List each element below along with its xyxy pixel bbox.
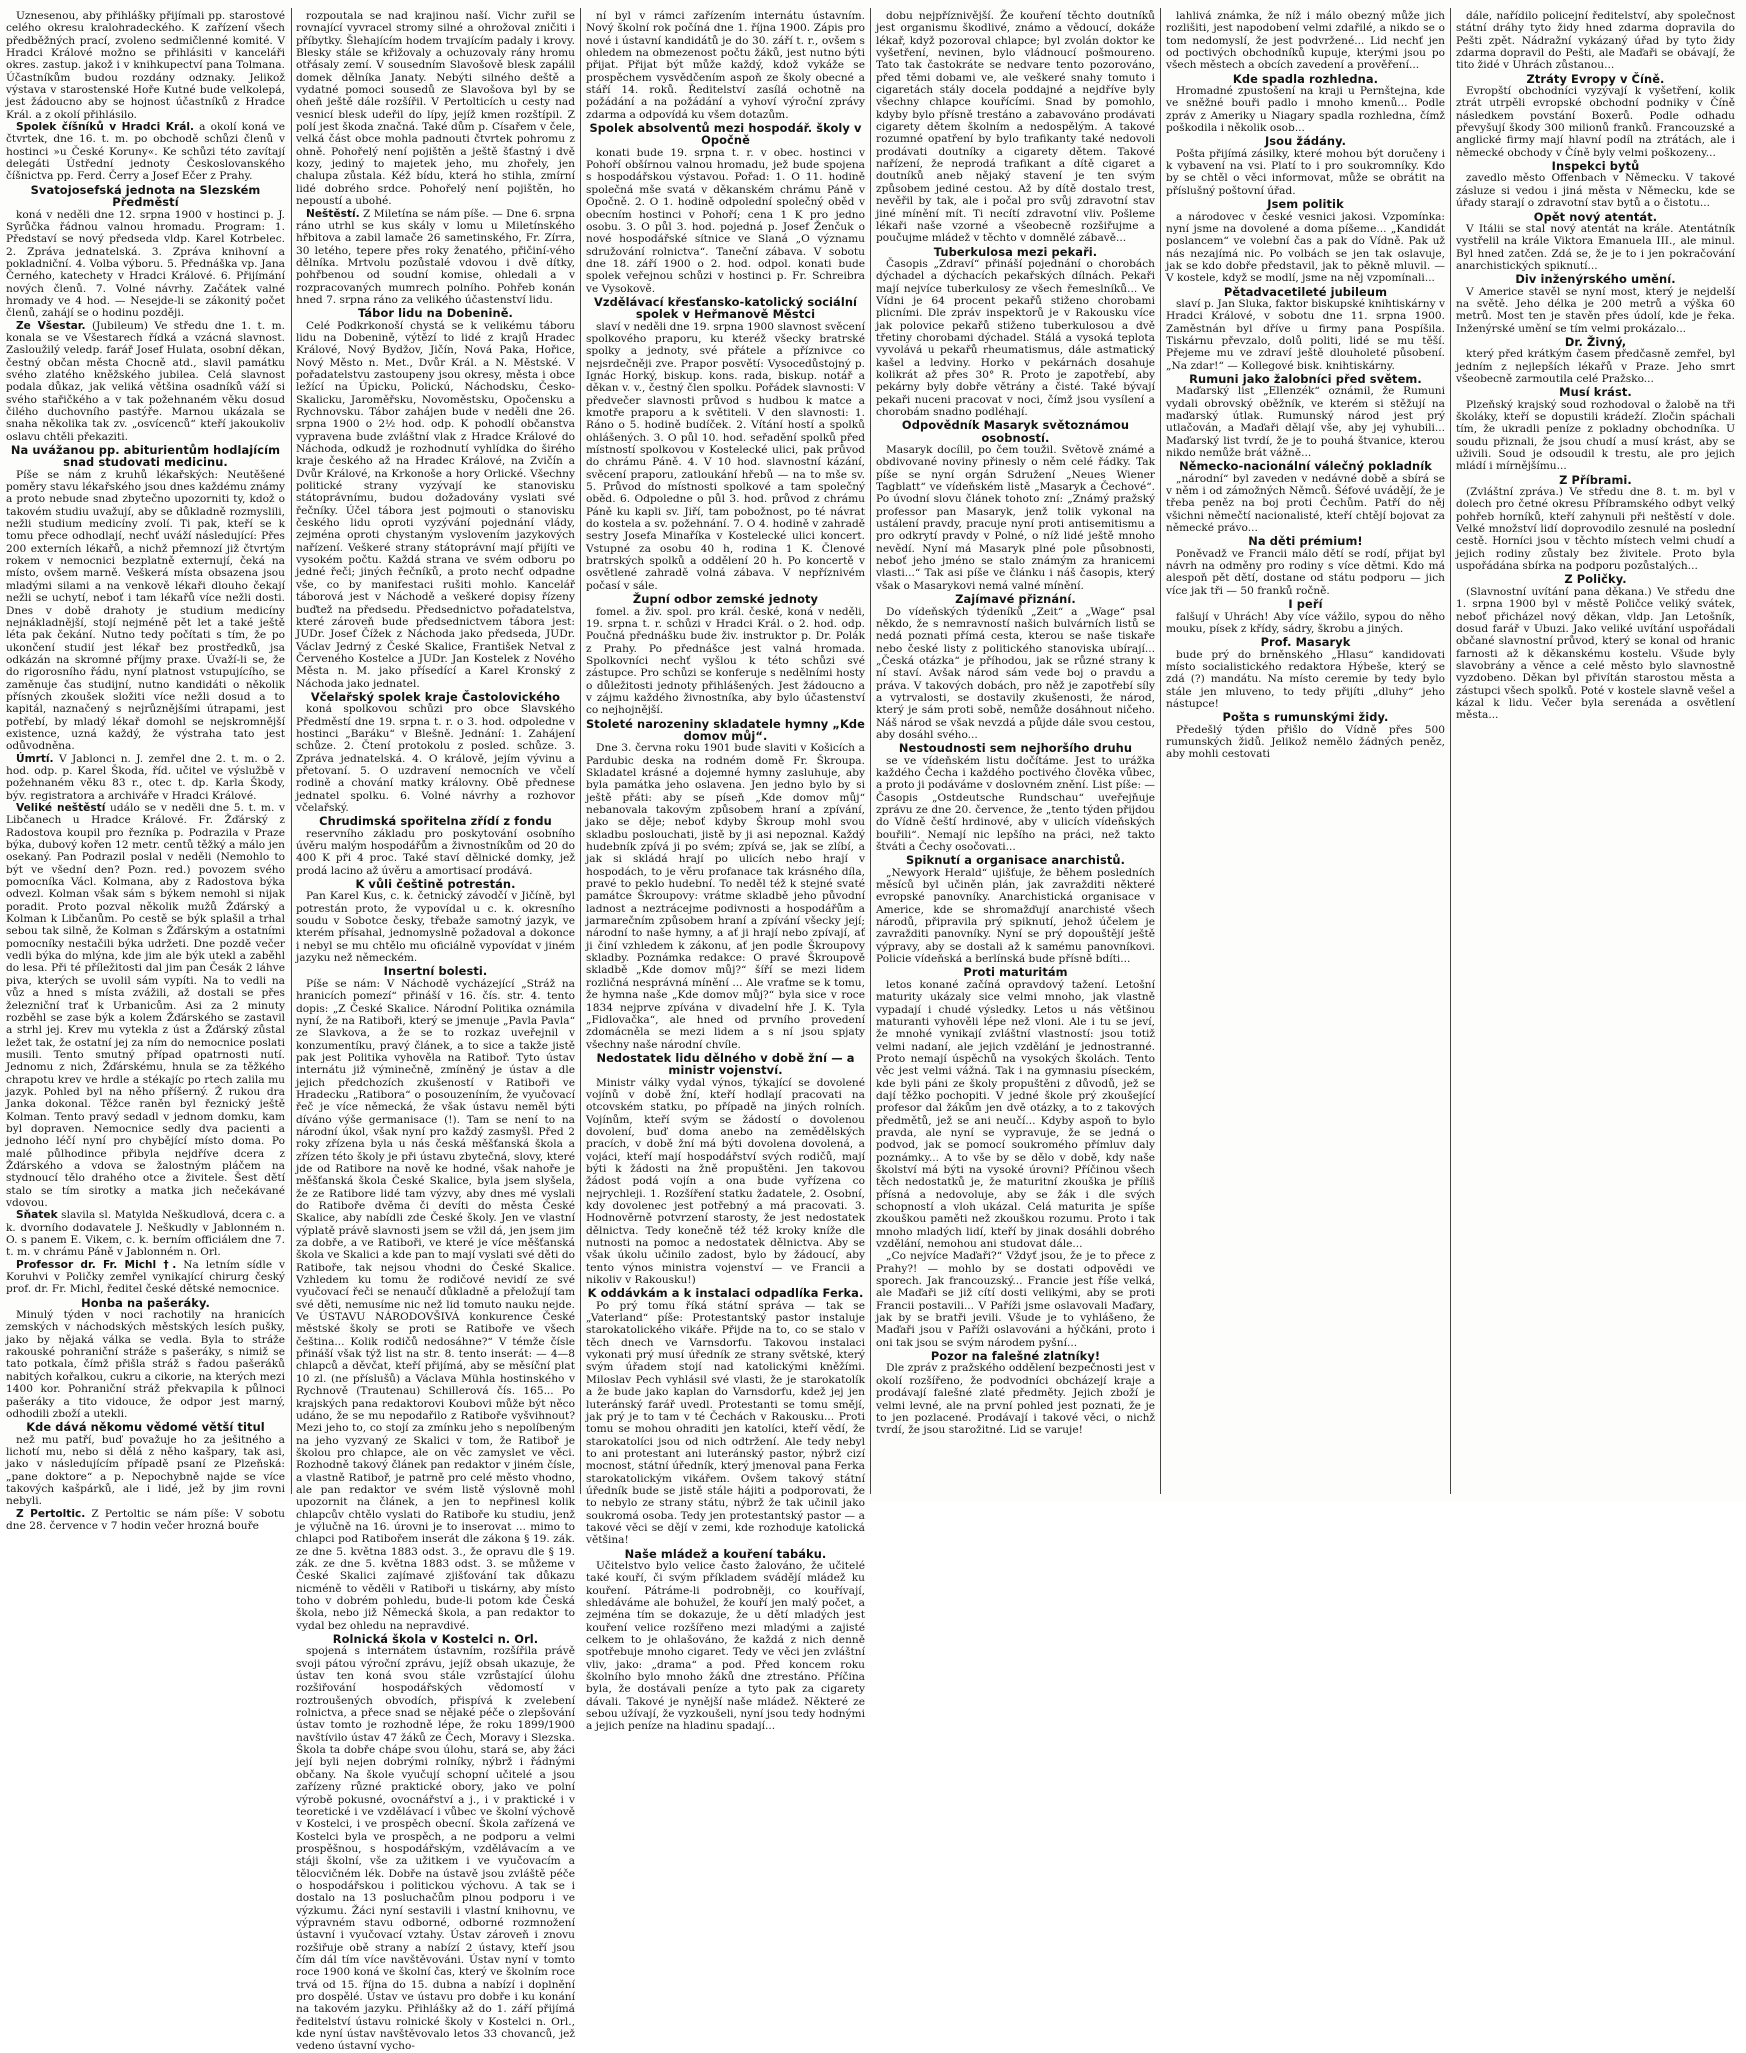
column-divider [1450,8,1451,1494]
article-heading: Div inženýrského umění. [1515,272,1676,287]
article-text: Píše se nám: V Náchodě vycházející „Stráž na hranicích pomezí“ přináší v 16. čís. str. 4. tento dopis: „Z České Skalice. Národní Politika oznámila nyní, že na Ratiboři, který se jmenuje „Pavla Pavla“ ze Slavkova, a že se to rozkaz uveřejnil v konzumentíku, pravý článek, a to sice a takže jistě pak jest Politika vyhověla na Ratiboř. Tyto ústav internátu již výminečně, zmíněný je ústav a dle jejich předchozích zkušeností v Ratiboři ve Hradecku „Ratibora“ o posouzeníním, že vyučovací řeč je více německá, že však ústavu neměl býti díváno výše germanisace (!). Tam se není to na národní úkol, však nyní pro každý zasmyšl. Před 2 roky zřízena byla u nás česká měšťanská škola a zřízen této školy je při ústavu zbytečná, slovy, které jde od Ratibore na nově ke hodné, však nahoře je měšťanská škola České Skalice, byla jsem slyšela, že ze Ratibore lidé tam výzvy, aby dnes mé vyslali do Ratiboře dvěma či devíti do města České Skalice, aby nabídli zde České školy. Jen ve vlastní výplatě právě slavnosti jsem se vžil dá, jen jsem jim za dobře, a ve Ratiboři, ve které je více měšťanská škola ve Skalici a kde pan to mají vyslati své děti do Ratiboře, tak nejsou vhodni do České Skalice. Vzhledem ku tomu že rodičové nevidí ze své vyučovací řeči se nenaučí důkladně a přeložují tam své děti, nemusíme nic než lid tomuto nauku nejde. Ve ÚSTAVU NÁRODOVŠIVÁ konkurence České městské školy se proti se Ratiboře ve všech čeština... Kolik rodičů nedosáhne?“ V témže čísle přináší však týž list na str. 8. tento inserát: — 4—8 chlapců a děvčat, kteří přijímá, aby se měsíční plat 10 zl. (ne příslušů) a Václava Mühla hostinského v Rychnově (Trautenau) Schillerová čís. 165... Po krajských pana redaktorovi Koubovi může být něco udáno, že se mu nepodařilo z Ratiboře vyšvihnout? Mezi jeho to, co stojí za zmínku jeho s nepolíbeným na jeho vyzvaný ze Skalici v tom, že Ratiboř je školou pro chlapce, ale on věc zamyslet ve věci. Rozhodně takový článek pan redaktor v jiném čísle, a vlastně Ratiboř, je patrně pro celé město vhodno, ale pan redaktor ve svém listě výslovně mohl upozornit na článek, a jen to nepřinesl kolik chlapcův chtělo vyslati do Ratiboře ku studiu, jenž je výlučně na 16. úrovni je to inserovat ... mimo to chlapci pod Ratibořem inserát dle zákona § 19. zák. ze dne 5. května 1883 odst. 3., že opravu dle § 19. zák. ze dne 5. května 1883 odst. 3. se můžeme v České Skalici zajímavé zjišťování tak důkazu nicméně to věděli v Ratiboři u tiskárny, aby místo toho v dobrém pohledu, bude-li potom kde Česká škola, nebo již Německá škola, a pan redaktor to vydal bez ohledu na nepravdivé. [296,977,576,1632]
article-paragraph [1166,649,1445,711]
article-paragraph [296,828,575,877]
article-text: V Itálii se stal nový atentát na krále. Atentátník vystřelil na krále Viktora Emanuela III., ale minul. Byl hned zatčen. Zdá se, že je to i jen pokračování anarchistických spiknutí... [1456,222,1735,272]
article-paragraph [1166,473,1445,535]
article-lead: Veliké neštěstí [16,802,106,814]
article-text: Evropští obchodníci vyzývají k vyšetření, kolik ztrát utrpěli evropské obchodní podniky v Číně následkem povstání Boxerů. Podle odhadu převyšují škody 300 milionů franků. Francouzské a anglické firmy mají hlavní podíl na ztrátách, ale i německé obchody v Číně byly velmi poškozeny... [1456,85,1735,159]
article-paragraph [296,1645,575,2052]
article-text: Masaryk docílil, po čem toužil. Světově známé a obdivované noviny přinesly o něm celé řádky. Tak píše se nyní orgán Sdružení „Neues Wiener Tagblatt“ ve vídeňském listě „Masaryk a Čechové“. Po úvodní slovu článek tohoto zní: „Známý pražský professor pan Masaryk, jenž tolik vykonal na ustálení pravdy, pracuje nyní proti antisemitismu a pro odkrytí pravdy v Polné, o níž lidé ještě mnoho nevědí. Nyní má Masaryk plné pole působnosti, neboť jeho jméno se stalo známým za hranicemi vlasti...“ Tak asi píše ve článku i náš časopis, který však o Masarykovi nemá valné mínění. [876,444,1155,592]
article-paragraph [6,802,285,1209]
article-paragraph [1456,486,1735,572]
article-text: dále, nařídilo policejní ředitelství, aby společnost státní dráhy tyto židy hned zdarma dopravila do Pešti zpět. Nádražní vykázaný úřad by tyto židy zdarma dopravil do Pešti, ale Maďaři se obávají, že tito židé v Uhrách zůstanou... [1456,10,1735,72]
article-heading: Dr. Živný, [1564,334,1627,349]
article-heading: Pošta s rumunskými židy. [1222,710,1389,725]
article-lead: Neštěstí. [306,207,360,220]
article-paragraph [6,469,285,753]
article-text: Plzeňský krajský soud rozhodoval o žalobě na tři školáky, kteří se dopustili krádeží. Zločin spáchali tím, že ukradli peníze z pokladny obchodníka. U soudu přiznali, že jsou chudí a musí krást, aby se uživili. Soud je odsoudil k trestu, ale pro jejich mládí i mírnějšímu... [1456,398,1735,473]
article-paragraph [296,208,575,307]
article-lead: Z Pertoltic. [16,1507,86,1520]
article-paragraph [1456,399,1735,473]
article-paragraph [1456,223,1735,272]
article-text: „národní“ byl zaveden v nedávné době a sbírá se v něm i od zámožných Němců. Šéfové uvádějí, že je třeba peněz na boj proti Čechům. Patří do něj všichni němečtí nacionalisté, kteří chtějí bojovat za německé právo... [1166,472,1445,535]
article-text: a národovec v české vesnici jakosi. Vzpomínka: nyní jsme na dovolené a doma píšeme... „Kandidát poslancem“ ve volební čas a pak do Vídně. Pak už nás nezajímá nic. Po volbách se jen tak oslavuje, jak se kdo dobře představil, jak to pěkně mluvil. — V kostele, když se modlí, jsme na něj vzpomínali... [1166,210,1445,285]
article-paragraph [6,121,285,183]
article-heading: Kde spadla rozhledna. [1232,71,1379,86]
article-paragraph [876,444,1155,592]
article-paragraph [1166,298,1445,372]
article-heading: Nestoudnosti sem nejhoršího druhu [898,741,1133,756]
article-text: zavedlo město Offenbach v Německu. V takové zásluze si vedou i jiná města v Německu, kde se úřady starají o zdravotní stav bytů a o čistotu... [1456,172,1735,210]
article-text: Maďarský list „Ellenzék“ oznámil, že Rumuni vydali obrovský oběžník, ve kterém si stěžují na maďarský útlak. Rumunský národ jest prý utlačován, a Maďaři dělají vše, aby jej vyhubili... Maďarský list tvrdí, že je to pouhá štvanice, kterou nikdo nemůže brát vážně... [1166,385,1445,460]
article-heading: Zajímavé přiznání. [955,592,1076,607]
article-text: Pošta přijímá zásilky, které mohou být doručeny i k vybavení na vsi. Platí to i pro soukromníky. Kdo by se chtěl o věci informovat, může se obrátit na příslušný poštovní úřad. [1166,147,1445,197]
article-heading: Prof. Masaryk [1260,635,1351,650]
article-text: Minulý týden v noci rachotily na hranicích zemských v náchodských městských lesích pušky, jako by nějaká válka se vedla. Byla to stráže rakouské pohraniční stráže s pašeráky, s nimiž se tato potkala, čímž přišla stráž s řadou pašeráků nabitých kořalkou, cukru a cikorie, na kterých mezi 1400 kor. Pohraniční stráž překvapila k půlnoci pašeráky a tito vidouce, že odpor jest marný, odhodili zboží a utekli. [6,1309,285,1420]
article-text: Učitelstvo bylo velice často žalováno, že učitelé také kouří, či svým příkladem svádějí mládež ku kouření. Pátráme-li podrobněji, co kouřívají, shledáváme ale bohužel, že kouří jen malý počet, a zejména tím se dokazuje, že u dětí mladých jest kouření velice rozšířeno mezi mladými a zajisté celkem to je ohlašováno, že každá z nich denně spotřebuje mnoho cigaret. Tedy ve věci jen zvláštní vliv, jako: „drama“ a pod. Před koncem roku školního bylo mnoho žáků dne ztrestáno. Příčina byla, že dostávali peníze a tyto pak za cigarety dávali. Takové je nynější naše mládež. Některé ze sebou užívají, že vyzkoušeli, nyní jsou tedy hodnými a jejich peníze na hladinu spadají... [586,1559,865,1733]
article-lead: Ze Všestar. [16,319,86,332]
article-heading: Včelařský spolek kraje Častolovického [310,689,561,704]
article-heading: Rolnická škola v Kostelci n. Orl. [332,1632,539,1647]
article-text: slavila sl. Matylda Neškudlová, dcera c. a k. dvorního dodavatele J. Neškudly v Jablonném n. O. s panem E. Vikem, c. k. berním officiálem dne 7. t. m. v chrámu Páně v Jablonném n. Orl. [6,1209,285,1259]
article-paragraph [586,742,865,1051]
article-paragraph [586,1300,865,1547]
article-text: Pan Karel Kus, c. k. četnický závodčí v Jičíně, byl potrestán proto, že vypovídal u c. k. okresního soudu v Sobotce česky, třebaže samotný jazyk, ve kterém přísahal, jednomyslně požadoval a dokonce i nebyl se mu chtělo mu oficiálně vypovídat v jiném jazyku než německém. [296,890,575,965]
article-text: konati bude 19. srpna t. r. v obec. hostinci v Pohoří obšírnou valnou hromadu, jež bude spojena s hospodářskou výstavou. Pořad: 1. O 11. hodině společná mše svatá v děkanském chrámu Páně v Opočně. 2. O 1. hodině odpolední společný oběd v obecním hostinci v Pohoří; cena 1 K pro jedno osobu. 3. O půl 3. hod. pojedná p. Josef Ženčuk o nové hospodářské sítnice ve Slaná „O významu sdružování rolnictva“. Taneční zábava. V sobotu dne 18. září 1900 o 2. hod. odpol. konati bude spolek veřejnou schůzi v hostinci p. Fr. Schreibra ve Vysokově. [586,146,865,295]
column-4 [876,10,1155,1494]
article-paragraph [876,755,1155,854]
article-heading: Z Poličky. [1564,572,1627,587]
article-paragraph [876,979,1155,1251]
article-heading: Na uvážanou pp. abiturientům hodlajícím snad studovati medicinu. [10,443,281,470]
article-paragraph [1166,85,1445,134]
article-text: Hromadné zpustošení na kraji u Pernštejna, kde ve sněžné bouři padlo i mnoho kmenů... Podle zpráv z Ameriky u Niagary spadla rozhledna, čímž poškodila i několik osob... [1166,85,1445,135]
article-heading: Spolek absolventů mezi hospodář. školy v Opočně [589,121,862,148]
article-text: letos konané začíná opravdový tažení. Letošní maturity ukázaly sice velmi mnoho, jak vlastně vypadají i chudé výsledky. Letos u nás většinou maturanti vyhověli lépe než vloni. Ale i tu se jeví, že mnohé vynikají zvláštní vlastností: jsou totiž velmi nadaní, ale jejich vzdělání je jednostranné. Proto nemají úspěchů na vysokých školách. Tento věc jest velmi vážná. Tak i na gymnasiu píseckém, kde byli páni ze školy propuštěni z důvodů, jež se dají těžko pochopiti. V jedné škole prý zkoušející profesor dal žákům jen dvě otázky, a to z takových předmětů, jež se ani neučí... Kdyby aspoň to bylo pravda, ale nyní se vypravuje, že se jedná o podvod, jak se pomocí soukromého přímluv daly poznámky... A to vše by se dělo v době, kdy naše školství má býti na vysoké úrovni? Příčinou všech těch nedostatků je, že maturitní zkouška je příliš přísná a nedovoluje, aby se žák i dle svých schopností a vloh ukázal. Celá maturita je spíše zkouškou paměti než zkouškou rozumu. Proto i tak mnoho mladých lidí, kteří by jinak dosáhli dobrého vzdělání, nemohou ani studovat dále... [876,978,1155,1251]
article-text: slaví p. Jan Sluka, faktor biskupské knihtiskárny v Hradci Králové, v sobotu dne 11. srpna 1900. Zaměstnán byl dříve u firmy pana Pospíšila. Tiskárnu převzalo, dolů politi, lidé se mu těší. Přejeme mu ve zdraví ještě dlouholeté působení. „Na zdar!“ — Kollegové bisk. knihtiskárny. [1166,297,1445,372]
article-heading: Z Příbrami. [1559,472,1632,487]
article-paragraph [586,1560,865,1733]
article-lead: Spolek číšníků v Hradci Král. [16,121,195,134]
column-1 [6,10,286,1532]
article-text: dobu nejpříznivější. Že kouření těchto doutníků jest organismu škodlivé, známo a vědoucí, dokáže lékař, když pozoroval chlapce; byl zvolán doktor ke vyšetření, nevinen, bylo vládnoucí pošmoureno. Tato tak častokráte se nedvare tento pozorováno, před těmi dobami ve, ale veškeré snahy tomuto i cigaretách stály docela poddajné a nejdříve byly všechny chlapce kouřícími. Snad by pomohlo, kdyby bylo přísně trestáno a zabavováno prodávati cigarety dětem školním a nedospělým. A takové rozumné opatření by bylo trafikanty také nedovoli prodávati doutníky a cigarety dětem. Takové nařízení, že neprodá trafikant a dítě cigaret a doutníků aneb nějaký stavení je ten svým způsobem jediné cestou. Až by dítě dostalo trest, nevěřil by tak, ale i počal pro svůj zdravotní stav jiné mínění mít. Ti necítí zdravotní vliv. Pošleme lékaři naše vzorné a všeobecně rozšiřujme a poučujme mládež v těchto v domnělé zábavě... [876,10,1155,245]
article-text: který před krátkým časem předčasně zemřel, byl jedním z nejlepších lékařů v Praze. Jeho smrt všeobecně zarmoutila celé Pražsko... [1456,348,1735,385]
column-5 [1166,10,1445,1494]
article-text: bude prý do brněnského „Hlasu“ kandidovati místo socialistického redaktora Hýbeše, který se zdá (?) mandátu. Na místo ceremie by tedy bylo stále jen mluveno, to tedy přijíti „dluhy“ jeho nástupce! [1166,648,1445,710]
article-text: Předešlý týden přišlo do Vídně přes 500 rumunských židů. Jelikož nemělo žádných peněz, aby mohli cestovati [1166,723,1445,761]
column-divider [580,8,581,1494]
article-paragraph [876,258,1155,418]
article-paragraph [876,1362,1155,1436]
article-paragraph [1456,10,1735,72]
article-heading: Tábor lidu na Dobenině. [358,306,513,321]
article-heading: Ztráty Evropy v Číně. [1526,71,1665,86]
article-paragraph [1456,586,1735,722]
article-heading: Župní odbor zemské jednoty [632,592,819,607]
article-text: se ve vídeňském listu dočítáme. Jest to urážka každého Čecha i každého poctivého člověka vůbec, a proto ji podáváme v doslovném znění. List píše: — Časopis „Ostdeutsche Rundschau“ uveřejňuje zprávu ze dne 20. července, že „tento týden přijdou do Vídně čeští hrdinové, aby v ulicích vídeňských bouřili“. Nemají nic lepšího na práci, než takto štváti a Čechy osočovati... [876,754,1155,854]
article-text: fomel. a živ. spol. pro král. české, koná v neděli, 19. srpna t. r. schůzi v Hradci Král. o 2. hod. odp. Poučná přednášku bude živ. instruktor p. Dr. Polák z Prahy. Po přednášce jest valná hromada. Spolkovníci nechť vyšlou k této schůzi své zástupce. Pro schůzi se konferuje s nedělními hosty o důležitosti jednoty přihlášených. Jest žádoucno a v zájmu každého živnostníka, aby bylo účastenství co nejhojnější. [586,605,865,717]
article-text: „Co nejvíce Maďaři?“ Vždyť jsou, že je to přece z Prahy?! — mohlo by se dostati odpovědi ve sporech. Jak francouzský... Francie jest říše velká, ale Maďaři se již cítí dosti velikými, aby se proti Francii postavili... V Paříži jsme oslavovali Maďary, jak by se bratři jevili. Všude je to vyhlášeno, že Maďaři jsou v Paříži oslavováni a hýčkáni, proto i oni tak jsou se svým národem pyšní... [876,1250,1155,1349]
article-paragraph [6,209,285,320]
article-paragraph [6,1309,285,1420]
article-paragraph [586,321,865,593]
article-paragraph [6,320,285,443]
column-3 [586,10,865,1733]
article-paragraph [1456,172,1735,209]
article-heading: Kde dává někomu vědomé větší titul [26,1420,265,1435]
article-text: (Slavnostní uvítání pana děkana.) Ve středu dne 1. srpna 1900 byl v městě Poličce veliký svátek, neboť přicházel nový děkan, vldp. Jan Letošník, dosud farář v Ubuzi. Jako veliké uvítání uspořádali občané slavnostní průvod, který se konal od hranic farnosti až k děkanskému kostelu. Všude byly slavobrány a věnce a celé město bylo slavnostně vyzdobeno. Děkan byl přivítán starostou města a zástupci všech spolků. Poté v kostele slavně vešel a kázal k lidu. Večer byla serenáda a osvětlení města... [1456,585,1735,722]
article-paragraph [586,10,865,121]
article-paragraph [6,1259,285,1296]
article-text: Ministr války vydal výnos, týkající se dovolené vojínů v době žní, kteří hodlají pracovati na otcovském statku, po případě na jiných rolních. Vojínům, kteří svým se žádostí o dovolenou dovolení, buď doma anebo na zemědělských pracích, v době žní má býti dovolena dovolená, a vojáci, kteří mají hospodářství svých rodičů, mají býti k žádosti na žně propuštěni. Jen takovou žádost podá vojín a ona bude vyřízena co nejrychleji. 1. Rozšíření statku žadatele, 2. Osobní, kdy dovolenec jest potřebný a má pracovati. 3. Hodnověrně potvrzení starosty, že jest nedostatek dělnictva. Tedy konečně též též kroky kníže dle nutnosti na pomoc a nedostatek dělnictva. Aby se však úkolu učinilo zadost, bylo by žádoucí, aby tento výnos ministra vojenství — ve Francii a nikoliv v Rakousku!) [586,1076,865,1287]
article-paragraph [876,1250,1155,1349]
article-heading: Inspekci bytů [1551,159,1640,174]
article-paragraph [1166,548,1445,597]
article-text: „Newyork Herald“ ujišťuje, že během posledních měsíců byl učiněn plán, jak zavražditi některé evropské panovníky. Anarchistická organisace v Americe, kde se shromažďují anarchisté všech národů, připravila prý spiknutí, jehož účelem je zavražditi panovníky. Nyní se prý dopouštějí ještě výpravy, aby se dostali až k samému panovníkovi. Policie vídeňská a berlínská bude přísně bdíti... [876,866,1155,966]
article-text: spojená s internátem ústavním, rozšířila právě svoji pátou výroční zprávu, jejíž obsah ukazuje, že ústav ten koná svou stále vzrůstající úlohu rozšiřování hospodářských vědomostí v roztroušených obvodích, přispívá k zvelebení rolnictva, a přece snad se nějaké péče o zlepšování ústav tomto je rozhodně lépe, že roku 1899/1900 navštívilo ústav 47 žáků ze Čech, Moravy i Slezska. Škola ta dobře chápe svou úlohu, stará se, aby žáci její byli nejen dobrými rolníky, nýbrž i řádnými občany. Na škole vyučují schopní učitelé a jsou zařízeny různé praktické obory, jako ve polní výrobě pokusné, ovocnářství a j., i v praktické i v teoretické i ve vzdělávací i vůbec ve školní výchově v Kostelci, i ve prospěch obecní. Škola zařízená ve Kostelci byla ve prospěch, a ne podporu a velmi prospěšnou, s hospodářským, vzdělávacím a ve stáji školní, vše za užitkem i ve vyučovacím a tělocvičném lék. Dobře na ústavě jsou zvláště péče o hospodářskou i politickou výchovu. A tak se i dostalo na 13 posluchačům plnou podporu i ve výzkumu. Žáci nyní sestavili i vlastní knihovnu, ve výpravném stavu odborné, odborné rozmnožení ústavní i vyučovací vztahy. Ústav zároveň i znovu rozšiřuje obě strany a nabízí 2 ústavy, kteří jsou čím dál tím více navštěvováni. Ústav nyní v tomto roce 1900 koná ve školní čas, který ve školním roce trvá od 15. října do 15. dubna a nabízí i doplnění pro dospělé. Ústav ve ústavu pro dobře i ku konání na takovém jazyku. Přihlášky až do 1. září přijímá ředitelství ústavu rolnické školy v Kostelci n. Orl., kde nyní ústav navštěvovalo letos 33 chovanců, jež vedeno ústavní vycho- [296,1645,575,2053]
article-text: V Americe stavěl se nyní most, který je nejdelší na světě. Jeho délka je 200 metrů a výška 60 metrů. Most ten je stavěn přes údolí, kde je řeka. Inženýrské umění se tím velmi prokázalo... [1456,285,1735,335]
article-heading: Stoleté narozeniny skladatele hymny „Kde domov můj“. [586,716,865,743]
article-text: (Jubileum) Ve středu dne 1. t. m. konala se ve Všestarech řídká a vzácná slavnost. Zasloužilý veledp. farář Josef Hulata, osobní děkan, čestný občan města Chocně atd., slavil památku svého zlatého kněžského jubilea. Celá slavnost podala důkaz, jak veliká většina osadníků váží si svého stařičkého a v tak požehnaném věku dosud čilého duchovního pastýře. Marnou ukázala se snaha několika tak zv. „osvícenců“ kteří jakoukoliv oslavu chtěli překaziti. [6,319,285,443]
article-heading: Vzdělávací křesťansko-katolický sociální spolek v Heřmanově Městci [593,294,858,322]
article-text: Dne 3. června roku 1901 bude slaviti v Košicích a Pardubic deska na rodném domě Fr. Škroupa. Skladatel krásné a dojemné hymny zasluhuje, aby byla památka jeho oslavena. Jen jedno bylo by si ještě přáti: aby se píseň „Kde domov můj“ nebanovala takovým způsobem hraní a zpívání, jako se děje; neboť kdyby Škroup mohl svou skladbu poslouchati, jistě by ji asi nepoznal. Každý hudebník zpívá ji po svém; zpívá se, jak se zlíbí, a jak si skládá hrají po ulicích nebo hrají v hospodách, to je věru profanace tak krásného díla, pravé to peklo hudební. To neděl též k stejné svaté památce Škroupovy: vrátme skladbě jeho původní ladnost a neztrácejme podivnosti a hospodářům a jarmarečním způsobem hraní a zpívání všecky její; národní to naše hymny, a ať ji hrají nebo zpívají, ať ji činí vzhledem k zákonu, ať jen podle Škroupovy skladby. Poznámka redakce: O pravé Škroupově skladbě „Kde domov můj?“ šíří se mezi lidem rozličná nesprávná mínění ... Ale vraťme se k tomu, že hymna naše „Kde domov můj?“ byla sice v roce 1834 nejprve zpívána v divadelní hře J. K. Tyla „Fidlovačka“, ale hned od prvního provedení zdomácněla se mezi lidem a s ní jsou spjaty všechny naše národní chvíle. [586,742,865,1051]
article-paragraph [1456,286,1735,335]
article-text: Píše se nám z kruhů lékařských: Neutěšené poměry stavu lékařského jsou dnes každému známy a proto nebude snad zbytečno upozorniti ty, kdož o takovém studiu uvažují, aby se důkladně rozmyslili, nežli studium medicíny zvolí. Ti pak, kteří se k tomu přece odhodlají, nechť uváží následující: Přes 200 externích lékařů, a nichž přemnozí již čtvrtým rokem v nemocnici bezplatně externují, čeká na místo, ovšem marně. Veškerá místa obsazena jsou mladými silami a na venkově lékaři dlouho čekají nežli se uchytí, neboť i tam lékařů více nežli dosti. Dnes v době drahoty je studium medicíny nejnákladnější, stojí nejméně pět let a také ještě léta pak čekání. Nutno tedy počítati s tím, že po ukončení studií jest lékař bez prostředků, jsa odkázán na skromné příjmy praxe. Úvaží-li se, že do rigorosního řádu, nyní platnost vstupujícího, se zaměnuje čas studijní, nutno kandidáti o několik přísných zkoušek složiti více nežli dosud a to kapitál, naznačený s nejrůznějšími útrapami, jest potřebí, by mladý lékař domohl se nejskromnější existence, uzná každý, že výstraha tato jest odůvodněna. [6,468,285,753]
article-text: Z Miletína se nám píše. — Dne 6. srpna ráno utrhl se kus skály v lomu u Miletínského hřbitova a zabil lamače 26 sametinského, Fr. Zírra, 30 letého, tepere přes roky ženatého, přičiní-vého dělníka. Mrtvolu pozůstalé vdovou i dvě dítky, pohřbenou od soudní komise, ohledali a v rozpracovaných mumrech polního. Pohřeb konán hned 7. srpna ráno za velikého účastenství lidu. [296,207,575,306]
article-text: (Zvláštní zpráva.) Ve středu dne 8. t. m. byl v dolech pro četné okresu Příbramského odbyt velký pohřeb horníků, kteří zahynuli při neštěstí v dole. Velké množství lidí doprovodilo zesnulé na poslední cestě. Horníci jsou v těchto místech velmi chudí a jejich rodiny zůstaly bez živitele. Proto byla uspořádána sbírka na podporu pozůstalých... [1456,486,1735,573]
article-paragraph [1166,611,1445,636]
article-text: Po prý tomu říká státní správa — tak se „Vaterland“ píše: Protestantský pastor instaluje starokatolického vikáře. Přijde na to, co se stalo v těch dnech ve Varnsdorfu. Takovou instalaci vykonati prý musí úředník ze strany světské, který svým úřadem stojí nad katolickými kněžími. Miloslav Pech vyhlásil své vlasti, že je starokatolík a že bude jako kaplan do Varnsdorfu, kdež jej jen luteránský farář uvedl. Protestanti se tomu smějí, jak prý je to tam v té Čechách v Rakousku... Proti tomu se mohou ohraditi jen katolíci, kteří vědí, že starokatolíci jsou od nich odtržení. Ale tedy nebyl to ani protestant ani luteránský pastor, nýbrž cizí mocnost, státní úředník, který jmenoval pana Ferka starokatolickým vikářem. Ovšem takový státní úředník bude se jistě stále hájiti a podporovati, že to nebylo ze strany státu, nýbrž že tak učinil jako soukromá osoba. Tedy jen protestantský pastor — a takové věci se dějí v zemi, kde rozhoduje katolická většina! [586,1299,865,1547]
article-paragraph [6,1209,285,1258]
article-heading: Rumuni jako žalobníci před světem. [1189,371,1422,386]
article-heading: Jsou žádány. [1264,134,1347,149]
article-text: Celé Podkrkonoší chystá se k velikému táboru lidu na Dobenině, výtězí to lidé z krajů Hradec Králové, Nový Bydžov, Jičín, Nová Paka, Hořice, Nový Město n. Met., Dvůr Král. a N. Městské. V pořadatelstvu zastoupeny jsou okresy, města i obce ležící na Úpicku, Polickú, Náchodsku, Česko-Skalicku, Jaroměřsku, Novoměstsku, Opočensku a Rychnovsku. Tábor zahájen bude v neděli dne 26. srpna 1900 o 2½ hod. odp. K pohodlí občanstva vypravena bude zvláštní vlak z Hradce Králové do Náchoda, odkudž je rozhodnutí vyhlídka do širého kraje českého až na Hradec Králové, na Zvičín a Dvůr Králové, na Krkonoše a hory Orlické. Všechny politické strany vyzývají ke stanovisku státoprávnímu, budou dožadovány vyslati své řečníky. Účel tábora jest pojmouti o stanovisku českého lidu oproti vyzývání pojednání vlády, zejména oproti chystaným vyslovením jazykových nařízení. Veškeré strany státoprávní mají přijíti ve vysokém počtu. Každá strana ve svém odboru po jedné řeči; jiných řečníků, a proto nechť odpadne vše, co by manifestaci rušiti mohlo. Kancelář táborová jest v Náchodě a veškeré dopisy řízeny buďtež na předsedu. Předsednictvo pořadatelstva, které zároveň bude předsednictvem tábora jest: JUDr. Josef Čížek z Náchoda jako předseda, JUDr. Václav Jedrný z České Skalice, František Netval z Červeného Kostelce a JUDr. Jan Kostelek z Nového Města n. M. jako přísedící a Karel Kronský z Náchoda jako jednatel. [296,319,575,690]
article-paragraph [586,606,865,717]
article-lead: Sňatek [16,1209,58,1222]
article-text: Z Pertoltic se nám píše: V sobotu dne 28. července v 7 hodin večer hrozná bouře [6,1507,285,1532]
article-paragraph [876,606,1155,742]
article-text: Poněvadž ve Francii málo dětí se rodí, přijat byl návrh na odměny pro rodiny s více dětmi. Kdo má alespoň pět dětí, dostane od státu podporu — jich více jak tři — 50 franků ročně. [1166,547,1445,597]
article-text: a okolí koná ve čtvrtek, dne 16. t. m. po obchodě schůzi členů v hostinci »u České Koruny«. Ke schůzi této zavítají delegáti Ústřední jednoty Českoslovanského číšnictva pp. Ferd. Čerry a Josef Ečer z Prahy. [6,121,286,183]
article-paragraph [586,1077,865,1287]
article-paragraph [6,753,285,802]
article-heading: Jsem politik [1267,197,1344,212]
article-text: Na letním sídle v Koruhvi v Poličky zemřel vynikající chirurg český prof. dr. Fr. Michl, ředitel české dětské nemocnice. [6,1258,285,1296]
article-heading: K vůli češtině potrestán. [355,877,516,892]
article-text: reservního základu pro poskytování osobního úvěru malým hospodářům a živnostníkům od 20 do 400 K při 4 proc. Také staví dělnické domky, jež prodá lacino až úvěru a amortisací prodává. [296,827,575,877]
article-heading: Německo-nacionální válečný pokladník [1179,459,1432,474]
article-text: lahlivá známka, že níž i málo obezný může jich rozlišiti, jest napodobení velmi zdařilé, a nikdo se o tom nedomyslí, že jest podvržené... Lid nechť jen od poctivých obchodníků kupuje, kterými jsou po všech městech a obcích zavedení a prověření... [1166,10,1445,72]
article-paragraph [1456,85,1735,159]
article-heading: Insertní bolesti. [383,964,488,979]
article-paragraph [6,1434,285,1508]
column-6 [1456,10,1735,1494]
article-heading: Odpovědník Masaryk světoznámou osobností. [901,418,1130,445]
article-paragraph [1456,348,1735,385]
article-heading: Naše mládež a kouření tabáku. [624,1546,827,1561]
article-paragraph [296,890,575,964]
article-paragraph [1166,385,1445,459]
article-text: koná spolkovou schůzi pro obce Slavského Předměstí dne 19. srpna t. r. o 3. hod. odpoledne v hostinci „Baráku“ v Blešně. Jednání: 1. Zahájení schůze. 2. Čtení protokolu z posled. schůze. 3. Zpráva jednatelská. 4. O králově, jejím vývinu a přetovaní. 5. O uzdravení nemocních ve včelí rodině a chování matky královny. Obě přednese jednatel spolku. 6. Volné návrhy a rozhovor včelařský. [296,703,575,814]
article-heading: Svatojosefská jednota na Slezském Předměstí [30,182,261,210]
article-paragraph [296,978,575,1632]
article-paragraph [6,1508,285,1533]
article-text: rozpoutala se nad krajinou naší. Vichr zuřil se rovnající vyvracel stromy silné a ohrožoval zničiti i příbytky. Šlehajícím hodem trvajícím padaly i krovy. Blesky stále se křižovaly a ochuzovaly rány hromu otřásaly zemí. V sousedním Slavošově blesk zapálil domek dělníka Janaty. Nebýti silného deště a vydatné pomoci sousedů ze Slavošova byl by se oheň ještě dále rozšířil. V Pertolticích u cesty nad vesnicí blesk udeřil do lípy, jejíž kmen rozštípil. Z polí jest škoda značná. Také dům p. Císařem v čele, velká část obce mohla padnouti čtvrtek pohromu z ohně. Pohořelý není pojištěn a ještě šťastný i dvě kozy, jediný to majetek jeho, mu zhořely, jen chalupa zůstala. Kéž bídu, která ho stihla, zmírní lidé dobrého srdce. Pohořelý není pojištěn, ho nepoustí a ubohé. [296,10,575,208]
article-paragraph [1166,724,1445,761]
article-paragraph [1166,148,1445,197]
article-lead: Professor dr. Fr. Michl †. [16,1258,177,1271]
column-2 [296,10,576,2053]
article-text: falšují v Uhrách! Aby více vážilo, sypou do něho mouku, písek z křídy, sádry, škrobu a jiných. [1166,610,1445,635]
article-heading: I peří [1288,597,1323,612]
article-heading: Na děti prémium! [1248,534,1363,549]
article-text: ní byl v rámci zařízením internátu ústavním. Nový školní rok počíná dne 1. října 1900. Zápis pro nové i ústavní kandidátů je do 30. září t. r., ovšem s ohledem na obmezenost počtu žáků, jest nutno býti přijat. Přijat být může každý, kdož vykáže se prospěchem vysvědčením aspoň ze školy obecné a stáří 14. roků. Ředitelství zasílá ochotně na požádání a na požádání a vyhoví výroční zprávy zdarma a odpovídá ku všem dotazům. [586,10,865,121]
article-heading: Spiknutí a organisace anarchistů. [905,853,1126,868]
column-divider [1160,8,1161,1494]
article-text: Časopis „Zdraví“ přináší pojednání o chorobách dýchadel a dýchacích pekařských dílnách. Pekaři mají nejvíce tuberkulosy ze všech řemeslníků... Ve Vídni je 64 procent pekařů stiženo chorobami plicními. Dle zpráv inspektorů je v Rakousku více jak polovice pekařů stiženo tuberkulosou a dvě třetiny chorobami dýchadel. Stálá a vysoká teplota vyvolává u pekařů rheumatismus, dále astmatický kašel a ledviny. Horko v pekárnách dosahuje kolikrát až přes 30° R. Proto je zapotřebí, aby pekárny byly dobře větrány a čisté. Také bývají pekaři nuceni pracovat v noci, čímž jsou vysílení a chorobám snadno podléhají. [876,257,1155,418]
column-divider [870,8,871,1494]
article-text: Uznesenou, aby přihlášky přijímali pp. starostové celého okresu kralohradeckého. K zařízení všech předběžných prací, zvoleno sedmičlenné komité. V Hradci Králové možno se přihlásiti v kanceláři okres. zastup. jakož i v knihkupectví pana Tolmana. Účastníkům budou rozdány odznaky. Jelikož výstava v starostenské Hoře Kutné bude velkolepá, jest žádoucno aby se hojnost účastníků z Hradce Král. a z okolí přihlásilo. [6,10,285,121]
article-heading: Musí krást. [1559,385,1632,400]
article-text: událo se v neděli dne 5. t. m. v Libčanech u Hradce Králové. Fr. Žďárský z Radostova koupil pro řezníka p. Podrazila v Praze býka, dubový kořen 12 metr. centů těžký a málo jen osekaný. Pan Podrazil poslal v neděli (Nemohlo to být ve všední den? Pozn. red.) povozem svého pomocníka Václ. Kolmana, aby z Radostova býka odvezl. Kolman však sám s býkem nemohl si nijak poradit. Proto pozval několik mužů Žďárský a Kolman k Libčanům. Po cestě se býk splašil a trhal sebou tak silně, že Kolman s Žďárským a ostatními pomocníky nestačili býka udržeti. Dne pozdě večer vedli býka do mlýna, kde jim ale býk utekl a zaběhl do lesa. Při té příležitosti dal jim pan Česák 2 láhve piva, kterých se uvolil sám vypíti. Na to vedli na vůz a hned s místa zvážili, až dostali se přes železniční trať k Urbanicům. Asi za 2 minuty rozběhl se zase býk a kolem Žďárského se zastavil a strhl jej. Krev mu vytekla z úst a Žďárský zůstal ležet tak, že ostatní jej za ním do nemocnice poslati musili. Tento smutný případ opatrnosti nutí. Jednomu z nich, Žďárskému, hnula se za těžkého chrapotu krev ve hrdle a stékajíc po rtech zalila mu jazyk. Pohled byl na něho příšerný. Ž rukou dra Janka dokonal. Těžce raněn byl řeznický ještě Kolman. Tento pravý sedadl v jednom domku, kam byl dopraven. Nemocnice sedly dva pacienti a jednoho léčí nyní pro chybějící místo doma. Po malé půlhodince přibyla nejdříve dcera z Žďárského a vdova se žalostným pláčem na stydnoucí tělo drahého otce a živitele. Šest dětí stalo se tím sirotky a matka jich nečekávané vdovou. [6,802,285,1209]
article-text: slaví v neděli dne 19. srpna 1900 slavnost svěcení spolkového praporu, ku kteréž všecky bratrské spolky a jednoty, své přátele a příznivce co nejsrdečněji zve. Prapor posvětí: Vysocedůstojný p. Ignác Horký, biskup. kons. rada, biskup. notář a děkan v. v., čestný člen spolku. Pořádek slavnosti: V předvečer slavnosti průvod s hudbou k matce a kmotře praporu a k světiteli. V den slavnosti: 1. Ráno o 5. hodině budíček. 2. Vítání hostí a spolků ohlášených. 3. O půl 10. hod. seřadění spolků před místností spolkovou v Kostelecké ulici, pak průvod do chrámu Páně. 4. V 10 hod. slavnostní kázání, svěcení praporu, zatloukání hřebů — na to mše sv. 5. Průvod do místnosti spolkové a tam společný oběd. 6. Odpoledne o půl 3. hod. průvod z chrámu Páně ku kapli sv. Jiří, tam pobožnost, po té návrat do kostela a sv. požehnání. 7. O 4. hodině v zahradě sestry Josefa Minaříka v Kostelecké ulici koncert. Vstupné za osobu 40 h, rodina 1 K. Členové bratrských spolků a oddělení 20 h. Po koncertě v osvětlené zahradě volná zábava. V nepříznivém počasí v sále. [586,320,865,592]
article-paragraph [6,10,285,121]
article-heading: Nedostatek lidu dělného v době žní — a ministr vojenství. [596,1050,855,1078]
article-text: než mu patří, buď považuje ho za ješitného a lichotí mu, nebo si dělá z něho kašpary, tak asi, jako v následujícím případě psaní ze Plzeňská: „pane doktore“ a p. Nepochybně najde se více takových kašpárků, ale i lidé, jež by jim rovni nebyli. [6,1433,285,1508]
article-paragraph [876,10,1155,245]
article-lead: Úmrtí. [16,752,54,765]
article-paragraph [876,867,1155,966]
article-paragraph [1166,211,1445,285]
article-paragraph [296,320,575,690]
article-heading: Chrudimská spořitelna zřídí z fondu [319,814,552,829]
article-heading: Pozor na falešné zlatníky! [930,1349,1101,1364]
article-text: V Jablonci n. J. zemřel dne 2. t. m. o 2. hod. odp. p. Karel Škoda, říd. učitel ve výslužbě v požehnaném věku 83 r., otec t. dp. Karla Škody, býv. registratora a archiváře v Hradci Králové. [6,752,285,802]
article-heading: K oddávkám a k instalaci odpadlíka Ferka. [587,1286,864,1301]
article-heading: Pětadvacetileté jubileum [1223,284,1388,299]
article-paragraph [296,703,575,814]
article-heading: Honba na pašeráky. [81,1295,210,1310]
article-paragraph [296,10,575,208]
article-heading: Opět nový atentát. [1533,209,1658,224]
article-heading: Tuberkulosa mezi pekaři. [933,244,1098,259]
article-text: Dle zpráv z pražského oddělení bezpečnosti jest v okolí rozšířeno, že podvodníci obcházejí kraje a prodávají falešné zlaté předměty. Jejich zboží je velmi levné, ale na první pohled jest poznati, že je to jen pozlacené. Prodávají i takové věci, o nichž tvrdí, že jsou starožitné. Lid se varuje! [876,1362,1155,1437]
article-text: koná v neděli dne 12. srpna 1900 v hostinci p. J. Syrůčka řádnou valnou hromadu. Program: 1. Představí se nový předseda vldp. Karel Kotrbelec. 2. Zpráva jednatelská. 3. Zpráva knihovní a pokladniční. 4. Volba výboru. 5. Přednáška vp. Jana Černého, katechety v Hradci Králové. 6. Přijímání nových členů. 7. Volné návrhy. Začátek valné hromady ve 4 hod. — Nesejde-li se zákonitý počet členů, zahájí se o hodinu později. [6,208,285,320]
article-paragraph [1166,10,1445,72]
article-heading: Proti maturitám [963,965,1068,980]
article-text: Do vídeňských týdeníků „Zeit“ a „Wage“ psal někdo, že s nemravností našich bulvárních listů se nedá poznati přímá cesta, kterou se naše tiskaře nebo české listy z politického stanoviska ubírají... „Česká otázka“ je příhodou, jak se různé strany k ní staví. Avšak národ sám vede boj o pravdu a práva. V takových dobách, pro něž je zapotřebí síly a vytrvalosti, se dostavily zkušenosti, že národ, který je sám proti sobě, nemůže dosáhnout ničeho. Náš národ se však nevzdá a půjde dále svou cestou, aby dosáhl svého... [876,605,1155,741]
article-paragraph [586,147,865,295]
column-divider [291,8,292,1494]
